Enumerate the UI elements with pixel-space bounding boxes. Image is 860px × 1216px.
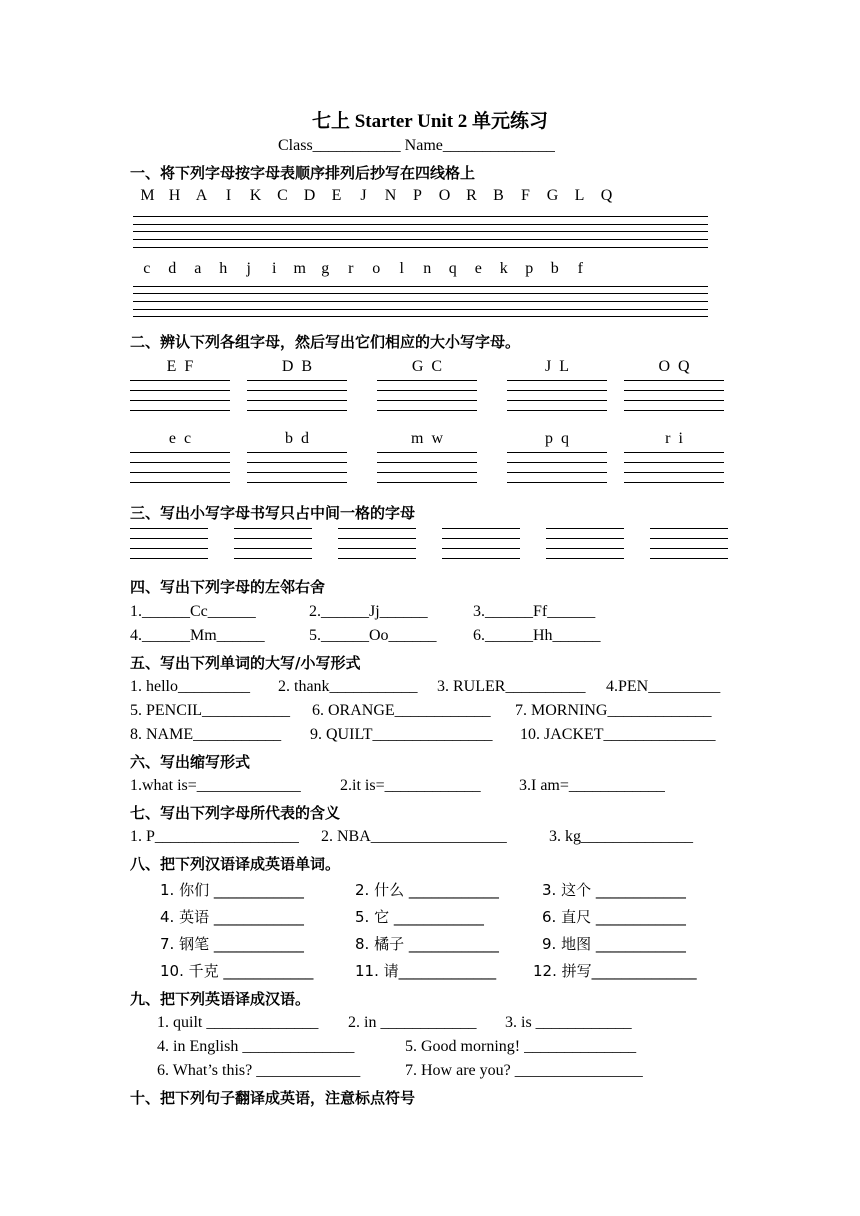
question-item: 5. PENCIL___________ [130, 702, 290, 719]
question-item: 2.it is=____________ [340, 777, 481, 794]
question-item: 6.______Hh______ [473, 627, 601, 644]
question-item: 9. QUILT_______________ [310, 726, 493, 743]
letter: I [225, 187, 232, 204]
section-9-heading: 九、把下列英语译成汉语。 [130, 990, 311, 1008]
letter: a [194, 260, 202, 277]
question-item: 1. P__________________ [130, 828, 299, 845]
letter: C [277, 187, 288, 204]
letter: E [331, 187, 342, 204]
question-item: 7. MORNING_____________ [515, 702, 712, 719]
question-item: 1.what is=_____________ [130, 777, 301, 794]
letter: q [448, 260, 457, 277]
letter: P [413, 187, 422, 204]
letter: Q [600, 187, 613, 204]
letter-pair: e c [168, 430, 192, 447]
letter: l [399, 260, 404, 277]
question-item: 3.______Ff______ [473, 603, 596, 620]
question-item: 4. 英语 ____________ [160, 908, 304, 926]
question-item: 4. in English ______________ [157, 1038, 355, 1055]
uppercase-letter-list [134, 187, 620, 205]
question-item: 2. 什么 ____________ [355, 881, 499, 899]
question-item: 8. 橘子 ____________ [355, 935, 499, 953]
letter: R [466, 187, 477, 204]
question-item: 10. JACKET______________ [520, 726, 716, 743]
section-3-heading: 三、写出小写字母书写只占中间一格的字母 [130, 504, 416, 522]
section-6-heading: 六、写出缩写形式 [130, 753, 251, 771]
question-item: 1. hello_________ [130, 678, 250, 695]
letter: b [550, 260, 559, 277]
question-item: 5. 它 ____________ [355, 908, 484, 926]
letter: e [474, 260, 482, 277]
letter-pair: p q [545, 430, 569, 447]
letter: H [168, 187, 181, 204]
letter-pair: G C [411, 358, 443, 375]
question-item: 2. thank___________ [278, 678, 418, 695]
letter: d [168, 260, 177, 277]
letter: i [272, 260, 277, 277]
letter-pair: J L [545, 358, 569, 375]
page-title: 七上 Starter Unit 2 单元练习 [311, 111, 549, 132]
letter: K [249, 187, 262, 204]
section-8-heading: 八、把下列汉语译成英语单词。 [130, 855, 341, 873]
letter-pair: m w [411, 430, 443, 447]
letter: m [293, 260, 306, 277]
question-item: 3.I am=____________ [519, 777, 665, 794]
question-item: 7. 钢笔 ____________ [160, 935, 304, 953]
question-item: 1. quilt ______________ [157, 1014, 319, 1031]
question-item: 7. How are you? ________________ [405, 1062, 643, 1079]
question-item: 3. is ____________ [505, 1014, 632, 1031]
letter: c [143, 260, 151, 277]
question-item: 5.______Oo______ [309, 627, 437, 644]
letter: h [219, 260, 228, 277]
question-item: 9. 地图 ____________ [542, 935, 686, 953]
question-item: 5. Good morning! ______________ [405, 1038, 637, 1055]
letter-pair: r i [665, 430, 683, 447]
letter: r [348, 260, 354, 277]
question-item: 3. kg______________ [549, 828, 693, 845]
class-name-line: Class___________ Name______________ [278, 137, 555, 154]
question-item: 1. 你们 ____________ [160, 881, 304, 899]
letter-pair: D B [281, 358, 313, 375]
letter: o [372, 260, 381, 277]
question-item: 6. What’s this? _____________ [157, 1062, 361, 1079]
letter: N [384, 187, 397, 204]
question-item: 2.______Jj______ [309, 603, 428, 620]
lowercase-letter-list [134, 260, 593, 278]
section-1-heading: 一、将下列字母按字母表顺序排列后抄写在四线格上 [130, 164, 476, 182]
letter-pair: O Q [658, 358, 690, 375]
letter: F [521, 187, 530, 204]
question-item: 6. 直尺 ____________ [542, 908, 686, 926]
letter: g [321, 260, 330, 277]
question-item: 2. NBA_________________ [321, 828, 507, 845]
question-item: 11. 请_____________ [355, 962, 497, 980]
letter: D [303, 187, 316, 204]
question-item: 12. 拼写______________ [533, 962, 697, 980]
letter: B [493, 187, 504, 204]
question-item: 8. NAME___________ [130, 726, 282, 743]
letter: O [438, 187, 451, 204]
question-item: 1.______Cc______ [130, 603, 256, 620]
question-item: 4.______Mm______ [130, 627, 265, 644]
letter: L [574, 187, 585, 204]
letter: M [140, 187, 155, 204]
letter-pair: E F [166, 358, 194, 375]
letter: f [577, 260, 583, 277]
section-4-heading: 四、写出下列字母的左邻右舍 [130, 578, 326, 596]
question-item: 10. 千克 ____________ [160, 962, 314, 980]
question-item: 4.PEN_________ [606, 678, 721, 695]
question-item: 3. 这个 ____________ [542, 881, 686, 899]
letter: k [499, 260, 508, 277]
question-item: 3. RULER__________ [437, 678, 586, 695]
letter: J [360, 187, 367, 204]
letter-pair: b d [285, 430, 309, 447]
letter: p [525, 260, 534, 277]
letter: n [423, 260, 432, 277]
question-item: 6. ORANGE____________ [312, 702, 491, 719]
section-5-heading: 五、写出下列单词的大写/小写形式 [130, 654, 361, 672]
letter: j [246, 260, 251, 277]
section-2-heading: 二、辨认下列各组字母，然后写出它们相应的大小写字母。 [130, 333, 521, 351]
section-7-heading: 七、写出下列字母所代表的含义 [130, 804, 341, 822]
question-item: 2. in ____________ [348, 1014, 477, 1031]
section-10-heading: 十、把下列句子翻译成英语，注意标点符号 [130, 1089, 416, 1107]
letter: A [195, 187, 208, 204]
letter: G [546, 187, 559, 204]
